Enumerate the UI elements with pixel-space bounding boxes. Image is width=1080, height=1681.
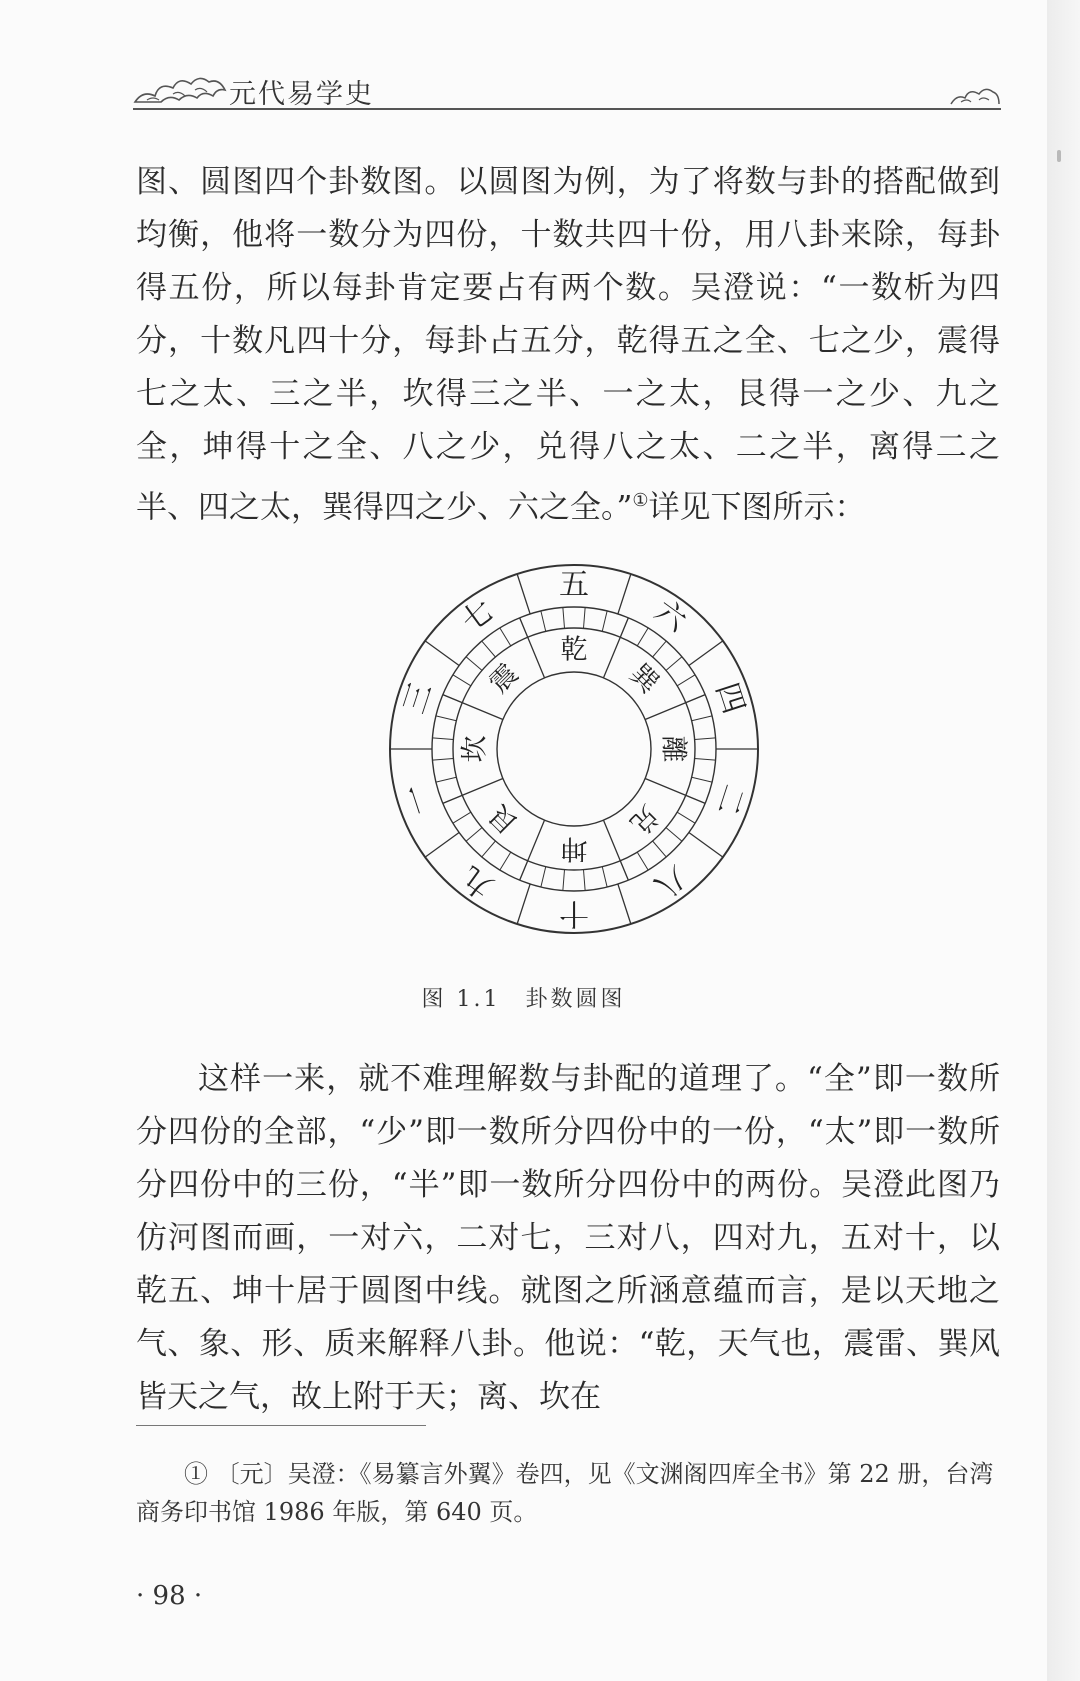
divider-line <box>583 607 585 628</box>
trigram-number-circle-diagram <box>377 539 772 959</box>
divider-line <box>645 695 705 720</box>
footnote-divider <box>136 1425 426 1426</box>
divider-line <box>500 852 511 870</box>
divider-line <box>666 828 682 842</box>
page-number: · 98 · <box>136 1581 203 1611</box>
paragraph-text: 图、圆图四个卦数图。以圆图为例，为了将数与卦的搭配做到均衡，他将一数分为四份，十数共四十份，用八卦来除，每卦得五份，所以每卦肯定要占有两个数。吴澄说：“一数析为四分，十数凡四十分，每卦占五分，乾得五之全、七之少，震得七之太、三之半，坎得三之半、一之太，艮得一之少、九之全，坤得十之全、八之少，兑得八之太、二之半，离得二之半、四之太，巽得四之少、六之全。” <box>136 164 1000 526</box>
outer-number: 八 <box>647 858 693 905</box>
divider-line <box>618 884 631 924</box>
figure-caption: 图 1.1 卦数圆图 <box>421 987 626 1012</box>
divider-line <box>517 884 530 924</box>
divider-line <box>692 716 712 721</box>
divider-line <box>436 777 456 782</box>
page-edge <box>1047 0 1080 1681</box>
divider-line <box>677 675 695 686</box>
outer-number: 一 <box>396 780 440 820</box>
divider-line <box>482 641 496 657</box>
divider-line <box>443 695 503 720</box>
divider-line <box>692 777 712 782</box>
divider-line <box>425 832 459 857</box>
paragraph-text-tail: 详见下图所示： <box>648 489 866 526</box>
divider-line <box>637 852 648 870</box>
divider-line <box>541 611 546 631</box>
outer-number: 二 <box>708 780 752 820</box>
divider-line <box>689 641 723 666</box>
divider-line <box>618 574 631 614</box>
trigram-label: 乾 <box>560 634 588 666</box>
divider-line <box>520 618 545 678</box>
divider-line <box>466 828 482 842</box>
divider-line <box>453 675 471 686</box>
divider-line <box>645 778 705 803</box>
cloud-ornament-icon <box>949 82 1001 106</box>
scroll-marker <box>1057 150 1061 162</box>
trigram-label: 兑 <box>623 798 665 840</box>
divider-line <box>432 758 453 760</box>
divider-line <box>466 657 482 671</box>
divider-line <box>425 641 459 666</box>
outer-number: 九 <box>455 858 501 905</box>
trigram-label: 震 <box>483 658 525 700</box>
divider-line <box>517 574 530 614</box>
outer-number: 七 <box>455 593 501 640</box>
divider-line <box>653 641 667 657</box>
divider-line <box>602 611 607 631</box>
trigram-label: 坤 <box>560 832 588 864</box>
divider-line <box>563 607 565 628</box>
cloud-ornament-icon <box>133 70 229 106</box>
divider-line <box>602 867 607 887</box>
outer-dividers <box>390 574 758 924</box>
divider-line <box>677 812 695 823</box>
divider-line <box>653 841 667 857</box>
book-title: 元代易学史 <box>229 79 374 110</box>
divider-line <box>563 870 565 891</box>
outer-number: 四 <box>708 678 752 718</box>
center-ring <box>497 672 651 826</box>
footnote: ① 〔元〕吴澄：《易纂言外翼》卷四，见《文渊阁四库全书》第 22 册，台湾商务印书馆 1986 年版，第 640 页。 <box>136 1460 994 1526</box>
divider-line <box>666 657 682 671</box>
divider-line <box>603 820 628 880</box>
divider-line <box>436 716 456 721</box>
divider-line <box>432 738 453 740</box>
trigram-label: 離 <box>657 735 689 763</box>
outer-number: 五 <box>559 567 589 603</box>
divider-line <box>689 832 723 857</box>
trigram-label: 巽 <box>623 658 665 700</box>
outer-ring <box>390 565 758 933</box>
body-paragraph: 这样一来，就不难理解数与卦配的道理了。“全”即一数所分四份的全部，“少”即一数所分四份中的一份，“太”即一数所分四份中的三份，“半”即一数所分四份中的两份。吴澄此图乃仿河图而画，一对六，二对七，三对八，四对九，五对十，以乾五、坤十居于圆图中线。就图之所涵意蕴而言，是以天地之气、象、形、质来解释八卦。他说：“乾，天气也，震雷、巽风皆天之气，故上附于天；离、坎在 <box>136 1061 1000 1415</box>
divider-line <box>583 870 585 891</box>
divider-line <box>482 841 496 857</box>
trigram-label: 艮 <box>483 798 525 840</box>
body-paragraph <box>136 156 1000 534</box>
outer-number: 六 <box>647 593 693 640</box>
divider-line <box>637 628 648 646</box>
divider-line <box>453 812 471 823</box>
divider-line <box>695 758 716 760</box>
divider-line <box>541 867 546 887</box>
divider-line <box>520 820 545 880</box>
trigram-label: 坎 <box>459 735 491 763</box>
divider-line <box>603 618 628 678</box>
divider-line <box>500 628 511 646</box>
divider-line <box>695 738 716 740</box>
outer-number: 十 <box>559 895 589 931</box>
divider-line <box>443 778 503 803</box>
outer-number: 三 <box>396 678 440 718</box>
footnote-marker[interactable]: ① <box>632 490 649 511</box>
running-header <box>133 68 1001 110</box>
